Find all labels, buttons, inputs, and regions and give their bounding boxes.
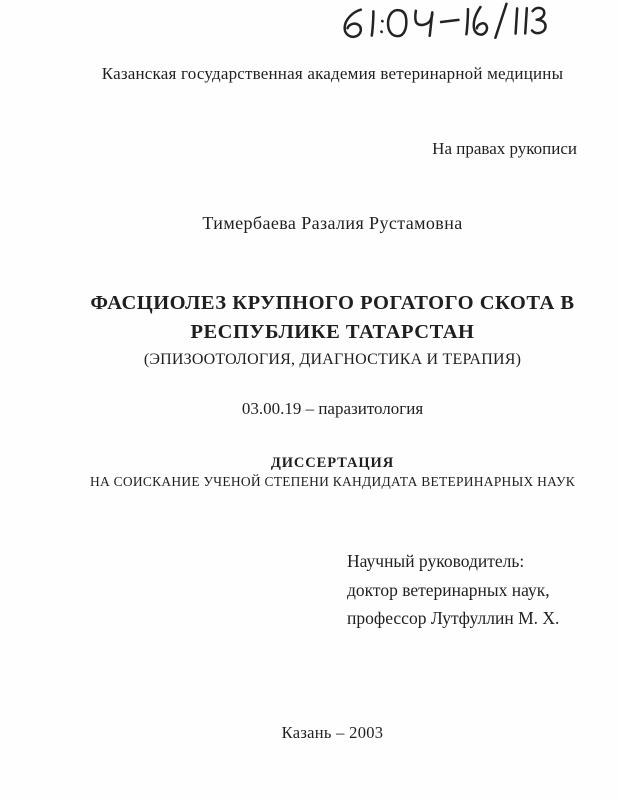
dissertation-title-line-1: ФАСЦИОЛЕЗ КРУПНОГО РОГАТОГО СКОТА В <box>90 292 575 314</box>
author-name: Тимербаева Разалия Рустамовна <box>202 213 463 233</box>
handwritten-catalog-number <box>334 0 557 50</box>
degree-sought-line: НА СОИСКАНИЕ УЧЕНОЙ СТЕПЕНИ КАНДИДАТА ВЕТЕРИНАРНЫХ НАУК <box>89 474 576 489</box>
supervisor-degree: доктор ветеринарных наук, <box>347 579 550 600</box>
manuscript-rights-note: На правах рукописи <box>432 139 577 158</box>
city-year-line: Казань – 2003 <box>281 723 384 742</box>
title-subtitle: (ЭПИЗООТОЛОГИЯ, ДИАГНОСТИКА И ТЕРАПИЯ) <box>143 351 522 368</box>
supervisor-label: Научный руководитель: <box>347 551 525 571</box>
dissertation-title <box>48 289 617 347</box>
specialty-code: 03.00.19 – паразитология <box>241 399 424 418</box>
handwriting-ink-icon <box>334 0 557 45</box>
supervisor-name: профессор Лутфуллин М. Х. <box>347 608 560 628</box>
institution-name: Казанская государственная академия ветеринарной медицины <box>101 64 564 83</box>
work-type-label: ДИССЕРТАЦИЯ <box>270 455 395 471</box>
dissertation-title-line-2: РЕСПУБЛИКЕ ТАТАРСТАН <box>190 321 475 343</box>
supervisor-block <box>347 547 559 633</box>
